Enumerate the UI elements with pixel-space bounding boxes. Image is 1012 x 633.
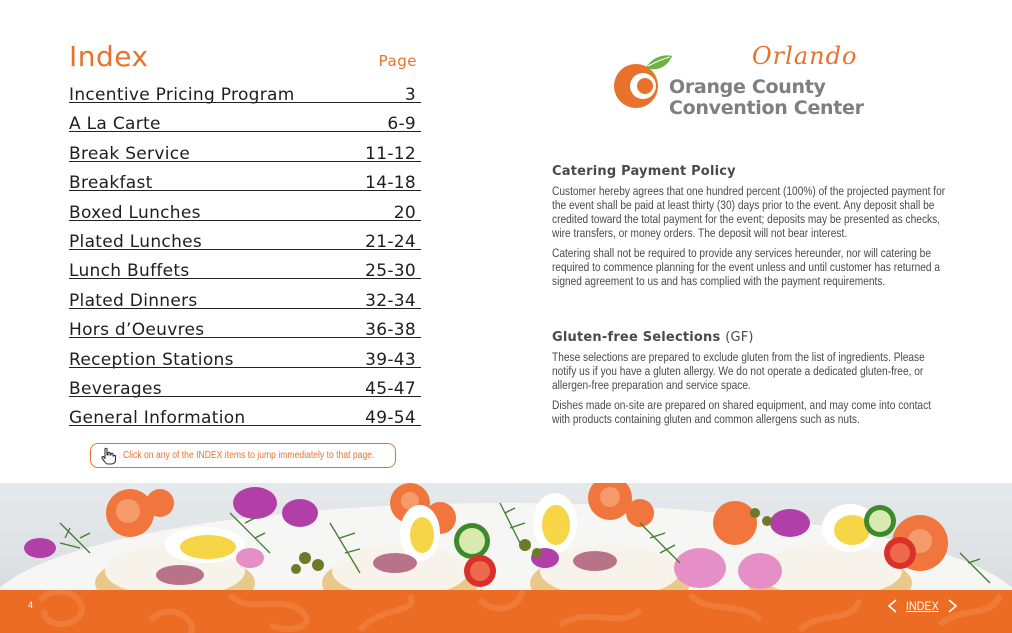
- logo-line-2: Convention Center: [669, 97, 864, 119]
- index-item[interactable]: [69, 256, 421, 285]
- index-item-pages: 11-12: [365, 143, 416, 164]
- index-item-name: Plated Lunches: [69, 231, 203, 252]
- index-hint-text: Click on any of the INDEX items to jump immediately to that page.: [123, 450, 375, 461]
- catering-policy-paragraph-1: Customer hereby agrees that one hundred percent (100%) of the projected payment for the event shall be paid at least thirty (30) days prior to the event. Any deposit shall be credited toward the total payment for the event; deposits may be presented as checks, wire transfers, or money orders. The deposit will not bear interest.: [552, 184, 946, 240]
- index-item-underline: [69, 337, 421, 338]
- catering-policy-section: [552, 164, 952, 294]
- index-item-underline: [69, 367, 421, 368]
- footer-bar: [0, 590, 1012, 633]
- gluten-free-paragraph-1: These selections are prepared to exclude gluten from the list of ingredients. Please notify us if you have a gluten allergy. We do not operate a dedicated gluten-free, or allergen-free preparation and service space.: [552, 350, 925, 392]
- index-item[interactable]: [69, 227, 421, 256]
- index-item[interactable]: [69, 315, 421, 344]
- index-item-underline: [69, 190, 421, 191]
- index-item-name: Breakfast: [69, 173, 153, 194]
- index-nav-link[interactable]: INDEX: [905, 599, 939, 613]
- index-item[interactable]: [69, 168, 421, 197]
- index-item-underline: [69, 249, 421, 250]
- index-item-underline: [69, 102, 421, 103]
- index-item[interactable]: [69, 345, 421, 374]
- index-item-name: General Information: [69, 408, 246, 429]
- index-item-underline: [69, 161, 421, 162]
- index-item-pages: 21-24: [365, 231, 416, 252]
- occc-logo: [612, 42, 862, 122]
- index-nav: [886, 596, 959, 616]
- index-item-name: Plated Dinners: [69, 290, 198, 311]
- index-item-pages: 20: [393, 202, 416, 223]
- index-item-pages: 6-9: [387, 114, 416, 135]
- index-item-name: A La Carte: [69, 114, 161, 135]
- index-item-name: Incentive Pricing Program: [69, 85, 295, 105]
- index-item-underline: [69, 425, 421, 426]
- index-item-pages: 36-38: [365, 320, 416, 341]
- index-item-pages: 14-18: [365, 173, 416, 194]
- catering-policy-heading: Catering Payment Policy: [552, 164, 736, 179]
- index-item[interactable]: [69, 198, 421, 227]
- index-hint-box: [90, 443, 396, 468]
- footer-pattern: [0, 590, 1012, 633]
- index-item-pages: 32-34: [365, 290, 416, 311]
- index-item-pages: 3: [404, 85, 416, 105]
- index-item-name: Beverages: [69, 378, 162, 399]
- index-item-name: Hors d’Oeuvres: [69, 320, 205, 341]
- index-item[interactable]: [69, 139, 421, 168]
- index-item-name: Boxed Lunches: [69, 202, 201, 223]
- index-item-name: Break Service: [69, 143, 191, 164]
- logo-line-1: Orange County: [669, 76, 826, 98]
- gluten-free-heading-text: Gluten-free Selections: [552, 330, 721, 345]
- index-page-label: Page: [378, 52, 417, 70]
- index-item-name: Reception Stations: [69, 349, 234, 370]
- index-title: Index: [69, 40, 149, 73]
- index-item-pages: 45-47: [365, 378, 416, 399]
- index-item-pages: 39-43: [365, 349, 416, 370]
- index-item[interactable]: [69, 109, 421, 138]
- index-list: [69, 80, 421, 433]
- chevron-left-icon[interactable]: [886, 599, 898, 613]
- index-item[interactable]: [69, 374, 421, 403]
- orange-logo-icon: [612, 50, 674, 110]
- food-photo-illustration: [0, 483, 1012, 591]
- index-item-pages: 25-30: [365, 261, 416, 282]
- index-item-underline: [69, 278, 421, 279]
- index-item-underline: [69, 220, 421, 221]
- logo-script-text: Orlando: [752, 42, 858, 70]
- chevron-right-icon[interactable]: [947, 599, 959, 613]
- index-item[interactable]: [69, 286, 421, 315]
- gluten-free-paragraph-2: Dishes made on-site are prepared on shared equipment, and may come into contact with products containing gluten and common allergens such as nuts.: [552, 398, 931, 426]
- index-header: [69, 40, 417, 76]
- index-item[interactable]: [69, 80, 421, 109]
- gluten-free-heading-suffix: (GF): [725, 330, 754, 345]
- index-item-pages: 49-54: [365, 408, 416, 429]
- gluten-free-heading: [552, 330, 952, 345]
- index-item-underline: [69, 131, 421, 132]
- index-item-name: Lunch Buffets: [69, 261, 190, 282]
- food-photo: [0, 483, 1012, 591]
- index-item[interactable]: [69, 403, 421, 432]
- catering-policy-paragraph-2: Catering shall not be required to provide any services hereunder, nor will catering be required to commence planning for the event unless and until customer has returned a signed agreement to us and has complied with the payment requirements.: [552, 246, 941, 288]
- index-item-underline: [69, 308, 421, 309]
- gluten-free-section: [552, 330, 952, 432]
- index-item-underline: [69, 396, 421, 397]
- page-number: 4: [28, 600, 34, 610]
- pointing-hand-icon: [99, 447, 117, 465]
